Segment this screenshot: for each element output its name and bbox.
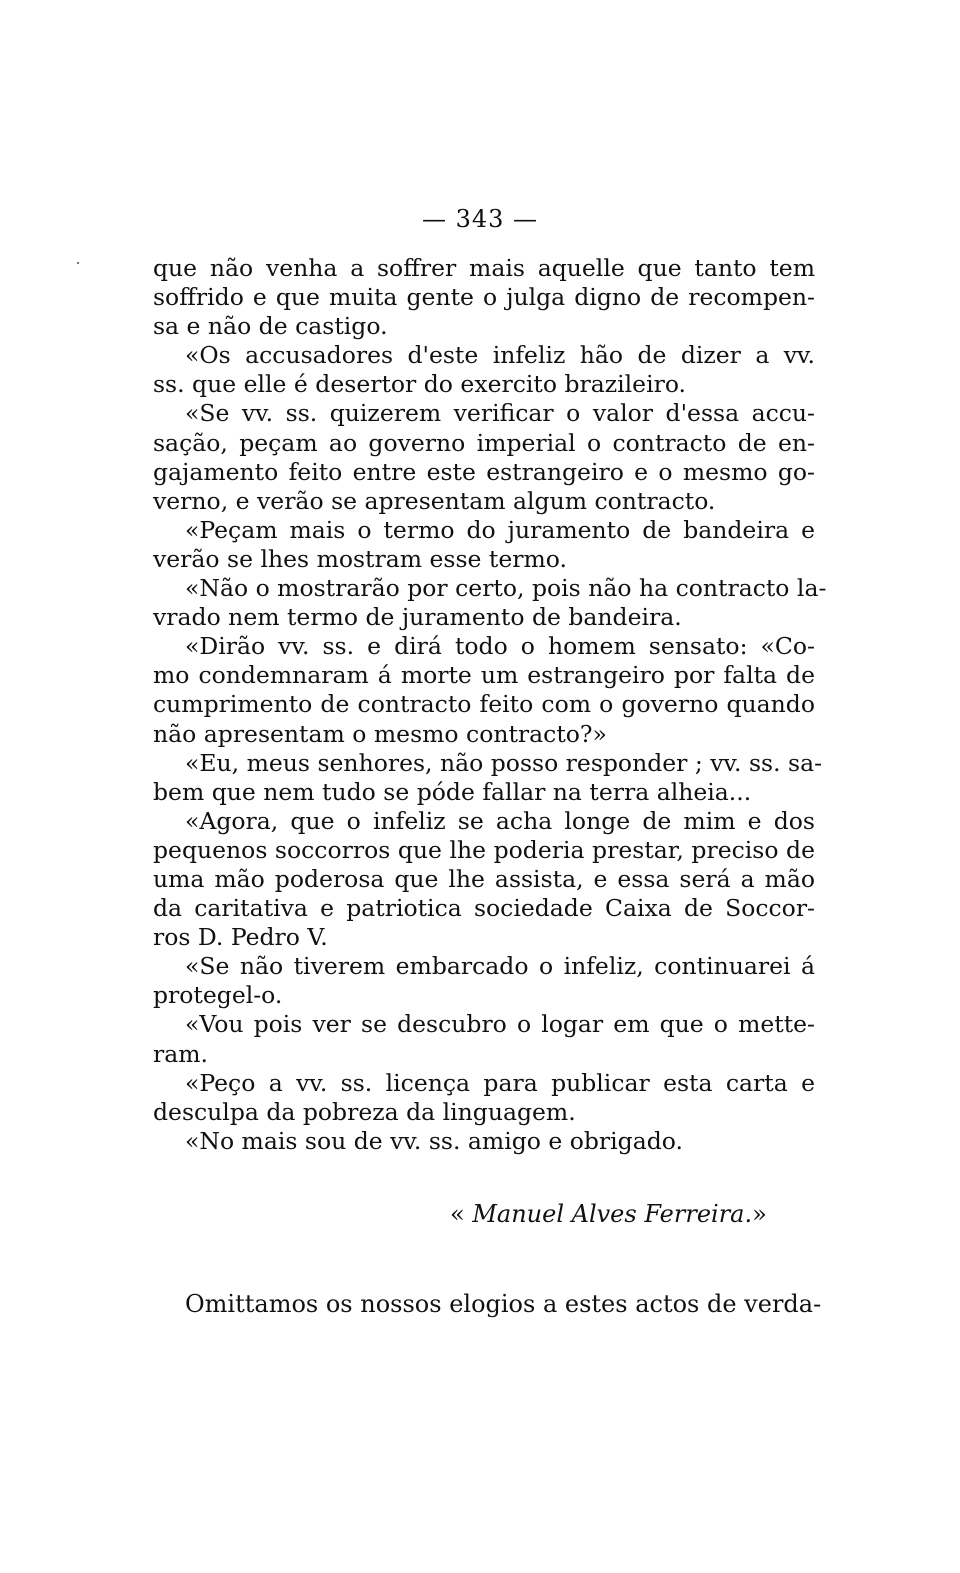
letter-body	[153, 254, 827, 1156]
text-line: ss. que elle é desertor do exercito brazileiro.	[153, 370, 687, 399]
text-line: «Não o mostrarão por certo, pois não ha contracto la-	[185, 574, 827, 603]
text-line: protegel-o.	[153, 981, 283, 1010]
text-line: sação, peçam ao governo imperial o contracto de en-	[153, 428, 815, 457]
text-line: «Os accusadores d'este infeliz hão de dizer a vv.	[185, 341, 815, 370]
signature	[450, 1200, 780, 1228]
text-line: cumprimento de contracto feito com o governo quando	[153, 690, 815, 719]
text-line: «Se não tiverem embarcado o infeliz, continuarei á	[185, 952, 815, 981]
text-line: desculpa da pobreza da linguagem.	[153, 1097, 576, 1126]
signature-open-quote: «	[450, 1200, 473, 1228]
text-line: da caritativa e patriotica sociedade Caixa de Soccor-	[153, 894, 815, 923]
text-line: que não venha a soffrer mais aquelle que tanto tem	[153, 254, 815, 282]
text-line: ros D. Pedro V.	[153, 923, 328, 952]
text-line: «Vou pois ver se descubro o logar em que o mette-	[185, 1010, 815, 1039]
text-line: verão se lhes mostram esse termo.	[153, 544, 567, 573]
text-line: ram.	[153, 1039, 208, 1068]
text-line: uma mão poderosa que lhe assista, e essa será a mão	[153, 864, 815, 893]
text-line: «Eu, meus senhores, não posso responder ; vv. ss. sa-	[185, 748, 823, 777]
text-line: «Agora, que o infeliz se acha longe de mim e dos	[185, 806, 815, 835]
text-line: pequenos soccorros que lhe poderia prestar, preciso de	[153, 835, 815, 864]
text-line: «Peçam mais o termo do juramento de bandeira e	[185, 515, 815, 544]
text-line: «Peço a vv. ss. licença para publicar esta carta e	[185, 1068, 815, 1097]
text-line: sa e não de castigo.	[153, 312, 388, 341]
signature-close-quote: »	[752, 1200, 767, 1228]
page-number: — 343 —	[421, 205, 539, 233]
text-line: mo condemnaram á morte um estrangeiro por falta de	[153, 661, 815, 690]
signature-name: Manuel Alves Ferreira.	[472, 1200, 753, 1228]
text-line: bem que nem tudo se póde fallar na terra alheia...	[153, 777, 752, 806]
text-line: «No mais sou de vv. ss. amigo e obrigado.	[185, 1126, 683, 1155]
text-line: soffrido e que muita gente o julga digno de recompen-	[153, 283, 815, 312]
text-line: vrado nem termo de juramento de bandeira.	[153, 603, 682, 632]
text-line: «Se vv. ss. quizerem verificar o valor d'essa accu-	[185, 399, 815, 428]
text-line: gajamento feito entre este estrangeiro e o mesmo go-	[153, 457, 815, 486]
margin-speck	[77, 262, 79, 264]
text-line: «Dirão vv. ss. e dirá todo o homem sensato: «Co-	[185, 632, 815, 661]
text-line: não apresentam o mesmo contracto?»	[153, 719, 607, 748]
closing-line: Omittamos os nossos elogios a estes actos de verda-	[185, 1290, 822, 1318]
text-line: verno, e verão se apresentam algum contracto.	[153, 486, 716, 515]
